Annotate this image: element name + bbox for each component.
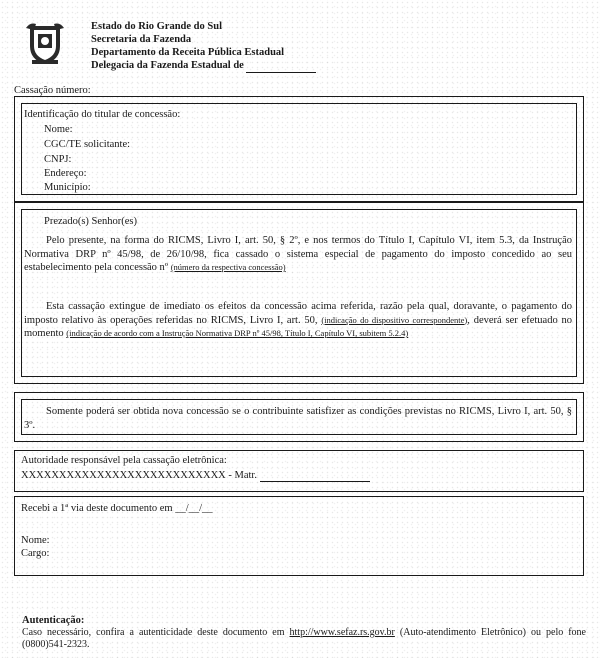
cassacao-number-label: Cassação número: (14, 85, 91, 96)
notice-text: Somente poderá ser obtida nova concessão se o contribuinte satisfizer as condições previstas no RICMS, Livro I, art. 50, § 3º. (24, 406, 572, 431)
receipt-name: Nome: (21, 535, 50, 546)
footer-text: Caso necessário, confira a autenticidade deste documento em http://www.sefaz.rs.gov.br (Auto-atendimento Eletrônico) ou pelo fone (0800)541-2323. (22, 627, 586, 650)
receipt-section (14, 496, 584, 576)
header-delegacia: Delegacia da Fazenda Estadual de (91, 59, 316, 73)
p1-reference: (número da respectiva concessão) (170, 262, 286, 272)
field-municipio: Município: (44, 182, 91, 193)
header-secretariat: Secretaria da Fazenda (91, 34, 192, 45)
authority-label: Autoridade responsável pela cassação eletrônica: (21, 455, 227, 466)
field-cgcte: CGC/TE solicitante: (44, 139, 131, 150)
footer-url-link[interactable]: http://www.sefaz.rs.gov.br (289, 627, 395, 638)
authority-line: XXXXXXXXXXXXXXXXXXXXXXXXXXX - Matr. (21, 470, 370, 482)
titular-section (14, 96, 584, 202)
p2-reference-1: (indicação do dispositivo correspondente) (321, 314, 468, 325)
receipt-role: Cargo: (21, 548, 50, 559)
letter-greeting: Prezado(s) Senhor(es) (44, 216, 138, 227)
receipt-date[interactable]: __/__/__ (175, 503, 213, 514)
authority-section (14, 450, 584, 492)
letter-paragraph-1: Pelo presente, na forma do RICMS, Livro I, art. 50, § 2º, e nos termos do Título I, Capítulo VI, item 5.3, da Instrução Normativa DRP nº 45/98, de 26/10/98, fica cassado o sistema especial de pagamento do imposto concedido ao seu estabelecimento pela concessão nº (número da respectiva concessão) (24, 235, 572, 273)
field-endereco: Endereço: (44, 168, 87, 179)
header-department: Departamento da Receita Pública Estadual (91, 47, 285, 58)
matricula-blank[interactable] (260, 470, 370, 482)
titular-heading: Identificação do titular de concessão: (24, 109, 181, 120)
receipt-line: Recebi a 1ª via deste documento em __/__/__ (21, 503, 213, 514)
field-nome: Nome: (44, 124, 73, 135)
letter-section (14, 202, 584, 384)
footer-title: Autenticação: (22, 615, 85, 626)
header-block (91, 20, 316, 73)
header-state: Estado do Rio Grande do Sul (91, 21, 222, 32)
p2-reference-2: (indicação de acordo com a Instrução Normativa DRP nº 45/98, Título I, Capítulo VI, subitem 5.2.4) (66, 328, 409, 338)
delegacia-blank[interactable] (246, 59, 316, 73)
field-cnpj: CNPJ: (44, 154, 72, 165)
letter-paragraph-2: Esta cassação extingue de imediato os efeitos da concessão acima referida, razão pela qual, doravante, o pagamento do imposto relativo às operações referidas no RICMS, Livro I, art. 50, (indicação do dispositivo correspondente), deverá ser efetuado no momento (indicação de acordo com a Instrução Normativa DRP nº 45/98, Título I, Capítulo VI, subitem 5.2.4) (24, 301, 572, 339)
notice-section (14, 392, 584, 442)
coat-of-arms-logo (24, 20, 66, 66)
authority-name: XXXXXXXXXXXXXXXXXXXXXXXXXXX (21, 470, 226, 481)
